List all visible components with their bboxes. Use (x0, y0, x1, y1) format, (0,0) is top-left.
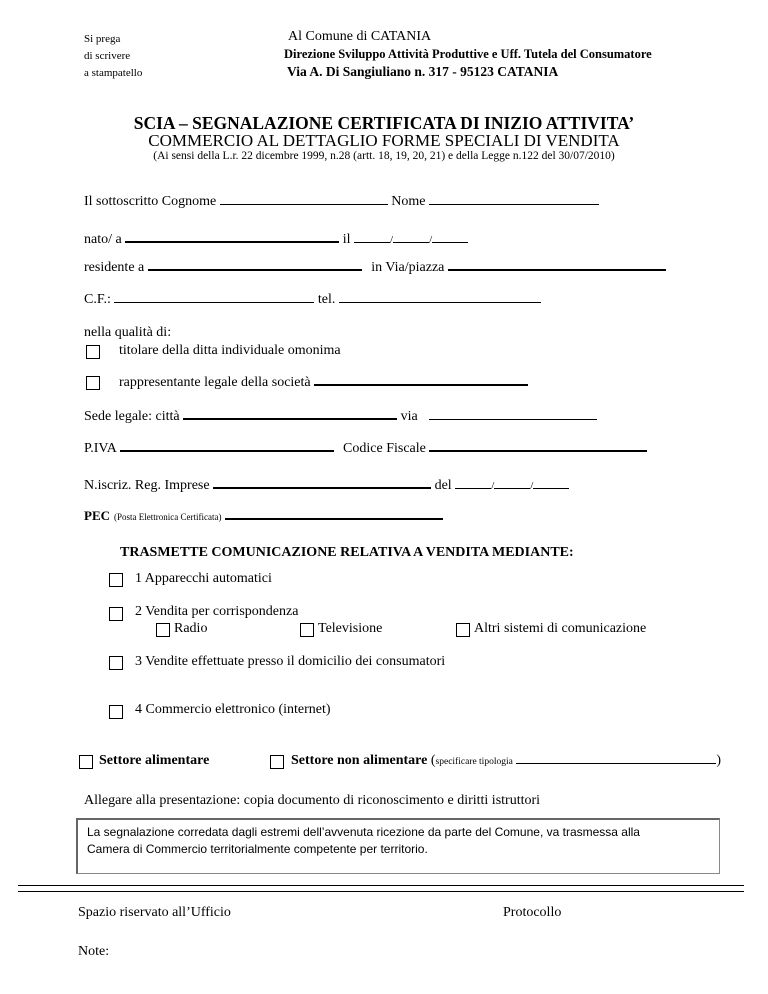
tel-field[interactable] (339, 301, 541, 303)
televisione-checkbox[interactable] (300, 623, 314, 637)
option-3-checkbox[interactable] (109, 656, 123, 670)
date-separator: / (390, 234, 394, 246)
divider-bottom (18, 891, 744, 892)
address: Via A. Di Sangiuliano n. 317 - 95123 CATANIA (287, 64, 559, 79)
option-2-label: 2 Vendita per corrispondenza (135, 604, 299, 619)
protocollo-label: Protocollo (503, 905, 562, 920)
cf-row (84, 292, 541, 308)
settore-alimentare-checkbox[interactable] (79, 755, 93, 769)
iscrizione-field[interactable] (213, 486, 431, 489)
settore-non-alimentare-row (291, 753, 721, 769)
cognome-row (84, 194, 599, 210)
via-piazza-label: in Via/piazza (371, 260, 445, 275)
option-1-label: 1 Apparecchi automatici (135, 571, 272, 586)
option-3-label: 3 Vendite effettuate presso il domicilio dei consumatori (135, 654, 446, 669)
del-label: del (434, 478, 452, 493)
codice-fiscale-label: Codice Fiscale (343, 441, 426, 456)
televisione-label: Televisione (318, 621, 383, 636)
option-4-checkbox[interactable] (109, 705, 123, 719)
pec-row (84, 507, 443, 525)
piva-field[interactable] (120, 449, 334, 452)
residente-field[interactable] (148, 268, 362, 271)
settore-non-alimentare-label: Settore non alimentare (291, 753, 428, 768)
tipologia-field[interactable] (516, 762, 716, 764)
qualita-label: nella qualità di: (84, 325, 172, 340)
option-1-checkbox[interactable] (109, 573, 123, 587)
date-separator: / (530, 480, 534, 492)
rappresentante-checkbox[interactable] (86, 376, 100, 390)
spazio-ufficio-label: Spazio riservato all’Ufficio (78, 905, 231, 920)
hint-line-1: Si prega (84, 33, 121, 45)
department: Direzione Sviluppo Attività Produttive e Uff. Tutela del Consumatore (284, 47, 652, 61)
paren-open: ( (430, 753, 436, 768)
residenza-row (84, 260, 666, 276)
pec-field[interactable] (225, 517, 443, 520)
iscrizione-day-field[interactable] (455, 474, 491, 489)
date-separator: / (491, 480, 495, 492)
sede-citta-field[interactable] (183, 417, 397, 420)
radio-label: Radio (174, 621, 208, 636)
page-title: SCIA – SEGNALAZIONE CERTIFICATA DI INIZIO ATTIVITA’ (133, 113, 635, 133)
pec-note: (Posta Elettronica Certificata) (114, 512, 222, 522)
altri-sistemi-checkbox[interactable] (456, 623, 470, 637)
option-2-checkbox[interactable] (109, 607, 123, 621)
birth-month-field[interactable] (393, 228, 429, 243)
notice-line-2: Camera di Commercio territorialmente competente per territorio. (87, 842, 428, 856)
pec-label: PEC (84, 508, 110, 523)
birth-year-field[interactable] (432, 228, 468, 243)
nome-field[interactable] (429, 203, 599, 205)
cf-label: C.F.: (84, 292, 111, 307)
hint-line-2: di scrivere (84, 50, 131, 62)
date-separator: / (429, 234, 433, 246)
nato-field[interactable] (125, 240, 339, 243)
iscrizione-row (84, 474, 569, 494)
altri-sistemi-label: Altri sistemi di comunicazione (474, 621, 647, 636)
page-subtitle: COMMERCIO AL DETTAGLIO FORME SPECIALI DI VENDITA (148, 131, 620, 150)
codice-fiscale-field[interactable] (429, 449, 647, 452)
titolare-label: titolare della ditta individuale omonima (119, 343, 341, 358)
option-4-label: 4 Commercio elettronico (internet) (135, 702, 331, 717)
allegare-note: Allegare alla presentazione: copia documento di riconoscimento e diritti istruttori (84, 793, 541, 808)
iscrizione-month-field[interactable] (494, 474, 530, 489)
sede-via-field[interactable] (429, 418, 597, 420)
nato-row (84, 228, 468, 248)
hint-line-3: a stampatello (84, 67, 143, 79)
titolare-checkbox[interactable] (86, 345, 100, 359)
piva-label: P.IVA (84, 441, 117, 456)
societa-field[interactable] (314, 383, 528, 386)
recipient: Al Comune di CATANIA (288, 29, 432, 44)
radio-checkbox[interactable] (156, 623, 170, 637)
section-heading: TRASMETTE COMUNICAZIONE RELATIVA A VENDITA MEDIANTE: (120, 545, 574, 560)
iscrizione-year-field[interactable] (533, 474, 569, 489)
cf-field[interactable] (114, 301, 314, 303)
note-label: Note: (78, 944, 110, 959)
tel-label: tel. (317, 292, 336, 307)
residente-label: residente a (84, 260, 145, 275)
nato-label: nato/ a (84, 232, 122, 247)
sede-label: Sede legale: città (84, 409, 180, 424)
legal-reference: (Ai sensi della L.r. 22 dicembre 1999, n.28 (artt. 18, 19, 20, 21) e della Legge n.122 del 30/07/2010) (153, 150, 615, 162)
notice-box (76, 818, 720, 874)
rappresentante-label: rappresentante legale della società (119, 375, 311, 390)
notice-line-1: La segnalazione corredata dagli estremi dell’avvenuta ricezione da parte del Comune, va trasmessa alla (87, 825, 640, 839)
paren-close: ) (716, 753, 721, 768)
settore-alimentare-label: Settore alimentare (99, 753, 210, 768)
cognome-field[interactable] (220, 203, 388, 205)
divider-top (18, 885, 744, 886)
sede-via-label: via (400, 409, 418, 424)
settore-non-alimentare-checkbox[interactable] (270, 755, 284, 769)
birth-day-field[interactable] (354, 228, 390, 243)
il-label: il (342, 232, 351, 247)
iscrizione-label: N.iscriz. Reg. Imprese (84, 478, 210, 493)
sede-row (84, 409, 597, 425)
cognome-label: Il sottoscritto Cognome (84, 194, 217, 209)
specificare-label: specificare tipologia (435, 757, 513, 767)
piva-row (84, 441, 647, 457)
rappresentante-row (119, 375, 528, 391)
nome-label: Nome (391, 194, 426, 209)
via-piazza-field[interactable] (448, 268, 666, 271)
